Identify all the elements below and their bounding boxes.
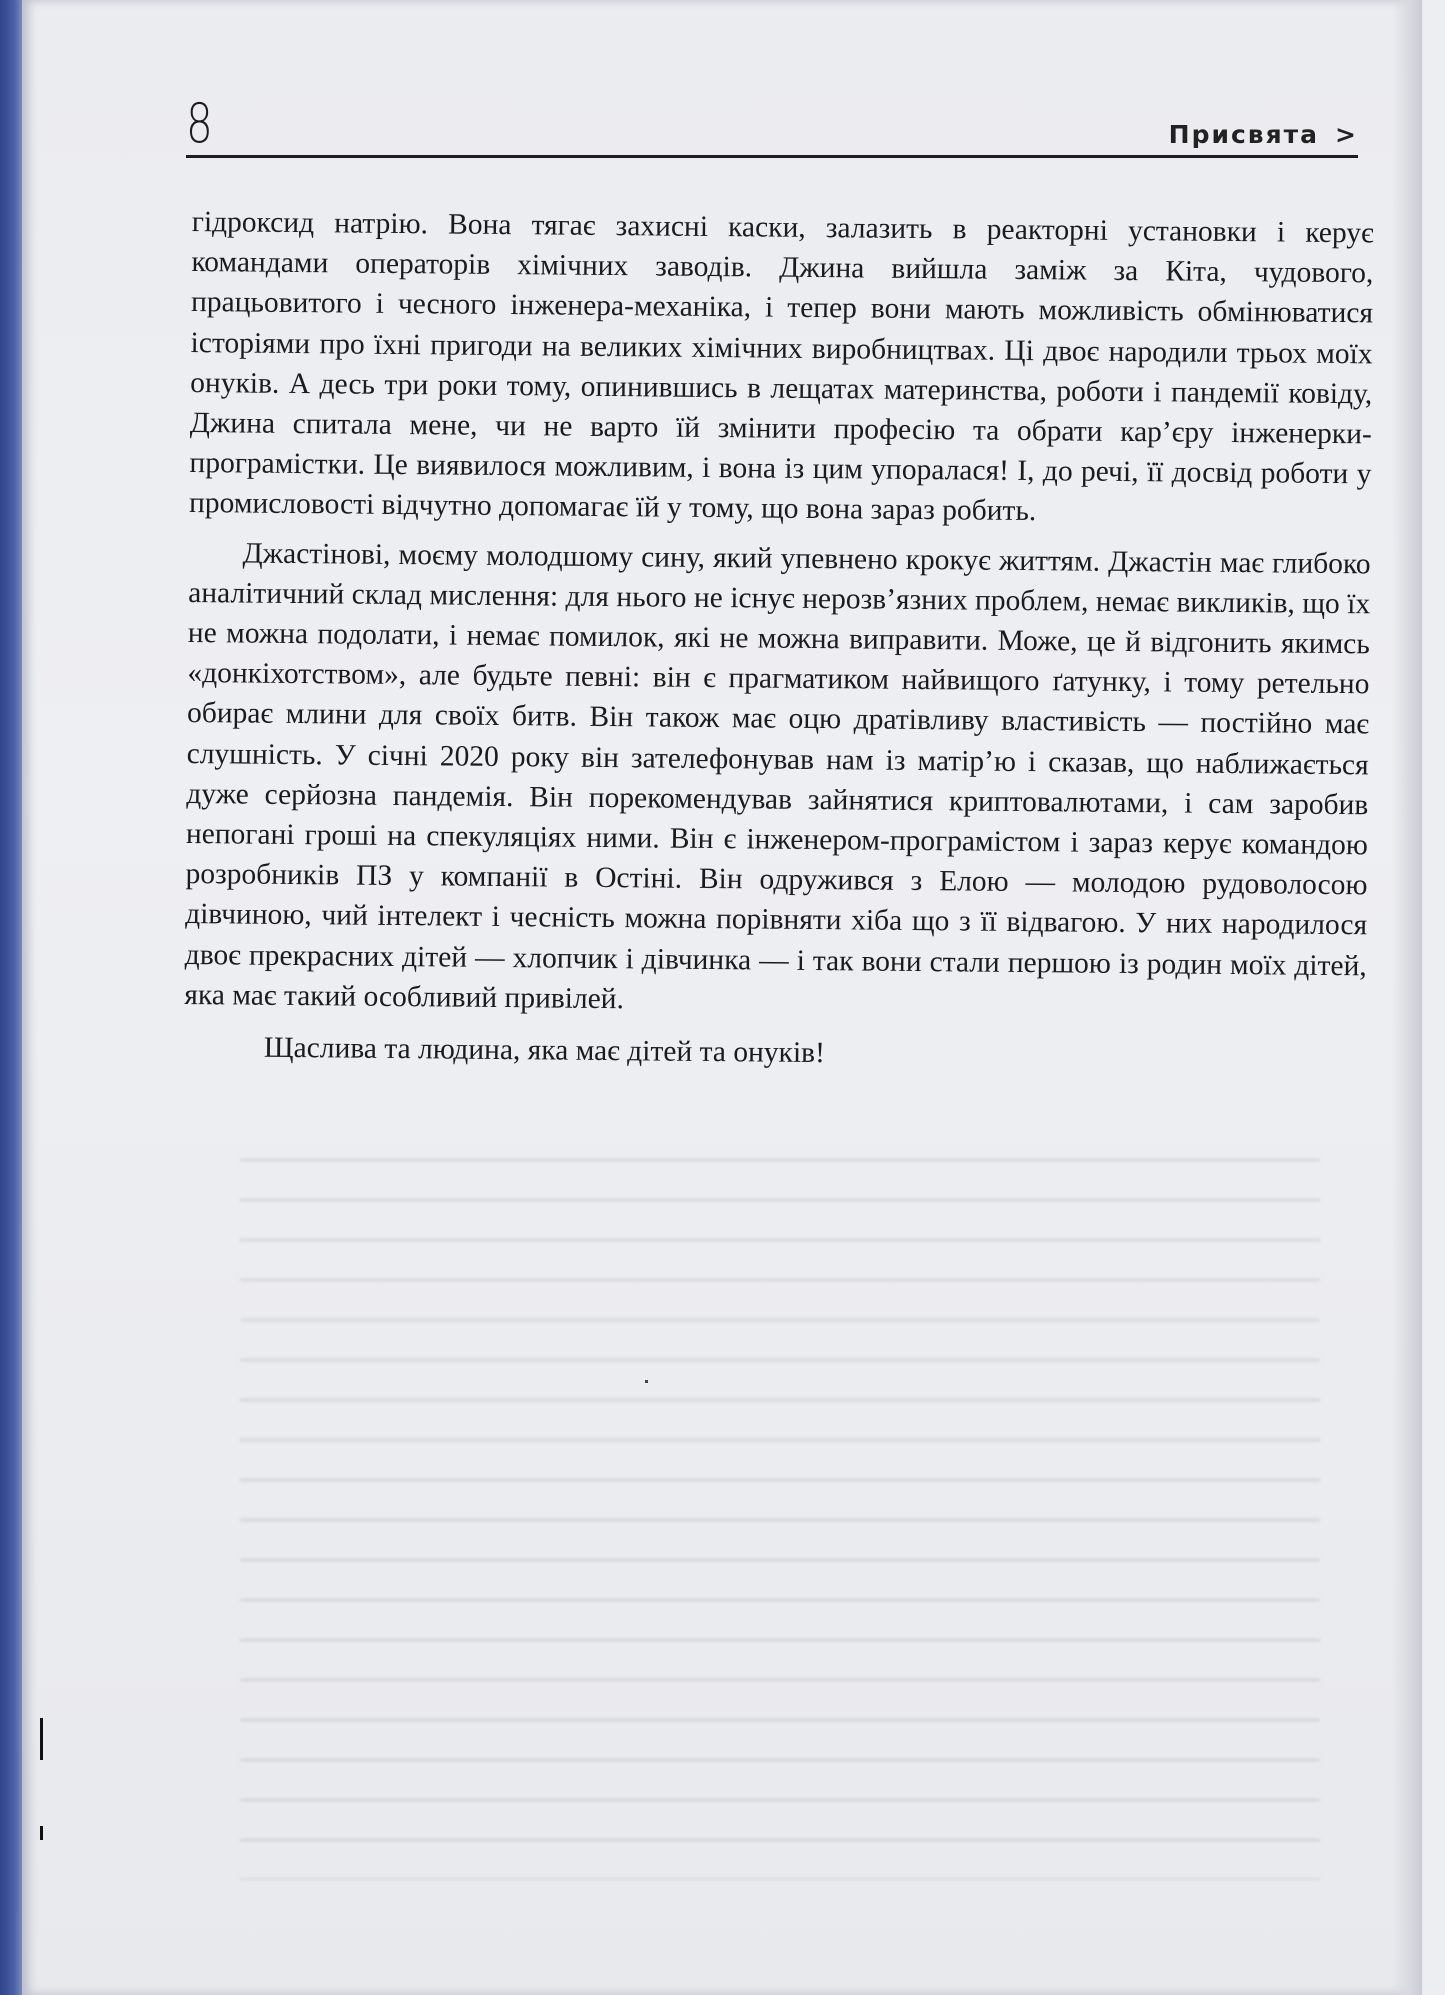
page-edge-shadow [1392, 0, 1422, 1995]
reverse-page-bleed-through [240, 1140, 1320, 1880]
paragraph-continued: гідроксид натрію. Вона тягає захисні каски, залазить в реакторні установки і керує командами операторів хімічних заводів. Джина вийшла заміж за Кіта, чудового, працьовитого і чесного інженера-механіка, і тепер вони мають можливість обмінюватися історіями про їхні пригоди на великих хімічних виробництвах. Ці двоє народили трьох моїх онуків. А десь три роки тому, опинившись в лещатах материнства, роботи і пандемії ковіду, Джина спитала мене, чи не варто їй змінити професію та обрати кар’єру інженерки-програмістки. Це виявилося можливим, і вона із цим упоралася! І, до речі, її досвід роботи у промисловості відчутно допомагає їй у тому, що вона зараз робить. [188, 205, 1374, 528]
margin-mark-short [40, 1826, 43, 1840]
running-header [186, 92, 1358, 158]
margin-mark-long [40, 1718, 43, 1760]
ink-dot [645, 1380, 648, 1383]
section-title [1169, 122, 1358, 147]
body-text [184, 202, 1374, 1079]
paragraph-justin: Джастінові, моєму молодшому сину, який упевнено крокує життям. Джастін має глибоко аналітичний склад мислення: для нього не існує нерозв’язних проблем, немає викликів, що їх не можна подолати, і немає помилок, які не можна виправити. Може, це й відгонить якимсь «донкіхотством», але будьте певні: він є прагматиком найвищого ґатунку, і тому ретельно обирає млини для своїх битв. Він також має оцю дратівливу властивість — постійно має слушність. У січні 2020 року він зателефонував нам із матір’ю і сказав, що наближається дуже серйозна пандемія. Він порекомендував зайнятися криптовалютами, і сам заробив непогані гроші на спекуляціях ними. Він є інженером-програмістом і зараз керує командою розробників ПЗ у компанії в Остіні. Він одружився з Елою — молодою рудоволосою дівчиною, чий інтелект і чесність можна порівняти хіба що з її відвагою. У них народилося двоє прекрасних дітей — хлопчик і дівчинка — і так вони стали першою із родин моїх дітей, яка має такий особливий привілей. [184, 537, 1371, 1016]
chevron-right-icon: > [1335, 120, 1358, 149]
section-title-text: Присвята [1168, 120, 1320, 149]
page-number: 8 [186, 92, 213, 155]
paragraph-closing: Щаслива та людина, яка має дітей та онуків! [263, 1031, 826, 1070]
